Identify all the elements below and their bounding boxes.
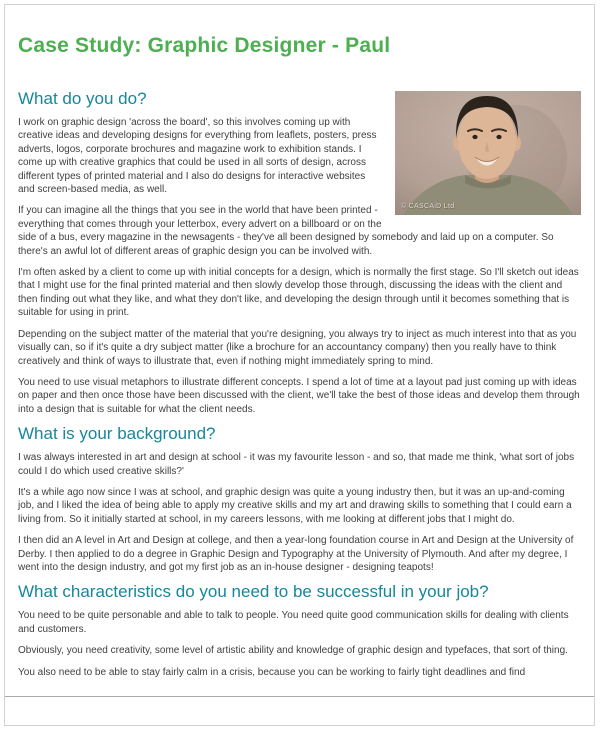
paragraph-clipped: You also need to be able to stay fairly calm in a crisis, because you can be working to fairly tight deadlines and find: [18, 666, 526, 678]
section-heading-characteristics: What characteristics do you need to be successful in your job?: [18, 582, 489, 602]
paragraph: I work on graphic design 'across the board', so this involves coming up with creative ideas and developing designs for everything from leaflets, posters, press adverts, logos, corporate brochures and magazine work to exhibition stands. I come up with creative graphics that could be used in all sorts of design, across different types of printed material and I also do designs for interactive websites and screen-based media, as well.: [18, 117, 377, 196]
document-card: [4, 4, 595, 726]
portrait-photo: [395, 91, 581, 215]
section-heading-background: What is your background?: [18, 424, 216, 444]
section-characteristics: [18, 582, 581, 679]
photo-watermark: © CASCAiD Ltd: [401, 203, 455, 210]
paragraph: Depending on the subject matter of the material that you're designing, you always try to inject as much interest into that as you visually can, so if it's quite a dry subject matter (like a brochure for an accountancy company) then you really have to think creatively and think of ways to illustrate that, even if nothing might immediately spring to mind.: [18, 328, 577, 367]
page-title: Case Study: Graphic Designer - Paul: [18, 34, 391, 57]
section-what-do-you-do: [18, 89, 581, 416]
paragraph: You need to be quite personable and able to talk to people. You need quite good communication skills for dealing with clients and customers.: [18, 610, 569, 635]
paragraph: Obviously, you need creativity, some level of artistic ability and knowledge of graphic design and typefaces, that sort of thing.: [18, 645, 568, 657]
paragraph: I then did an A level in Art and Design at college, and then a year-long foundation course in Art and Design at the University of Derby. I then applied to do a degree in Graphic Design and Typography at the University of Plymouth. And after my degree, I went into the design industry, and got my first job as an in-house designer - designing teapots!: [18, 535, 574, 573]
paragraph: I was always interested in art and design at school - it was my favourite lesson - and so, that made me think, 'what sort of jobs could I do which used creative skills?': [18, 452, 575, 477]
document-page: [5, 5, 594, 697]
section-heading-what-do-you-do: What do you do?: [18, 89, 147, 108]
paragraph: You need to use visual metaphors to illustrate different concepts. I spend a lot of time at a layout pad just coming up with ideas on paper and then once those have been discussed with the client, we'll take the best of those ideas and develop them through into a design that is suitable for what the client needs.: [18, 376, 580, 415]
paragraph: It's a while ago now since I was at school, and graphic design was quite a young industry then, but it was an up-and-coming job, and I liked the idea of being able to apply my creative skills and my art and drawing skills to something that I could earn a living from. So it initially started at school, in my careers lessons, with me looking at different jobs that I might do.: [18, 486, 572, 525]
paragraph: If you can imagine all the things that you see in the world that have been printed - everything that comes through your letterbox, every advert on a billboard or on the side of a bus, every magazine in the newsagents - they've all been designed by somebody and laid up on a computer. So there's an awful lot of different areas of graphic design you can be involved with.: [18, 205, 554, 257]
portrait-illustration: [395, 91, 581, 215]
paragraph: I'm often asked by a client to come up with initial concepts for a design, which is normally the first stage. So I'll sketch out ideas that I might use for the final printed material and then slowly develop those through, discussing the ideas with the client and then finding out what they like, and what they don't like, and developing the design through until it becomes something that is suitable for using in print.: [18, 267, 579, 319]
section-background: [18, 424, 581, 574]
